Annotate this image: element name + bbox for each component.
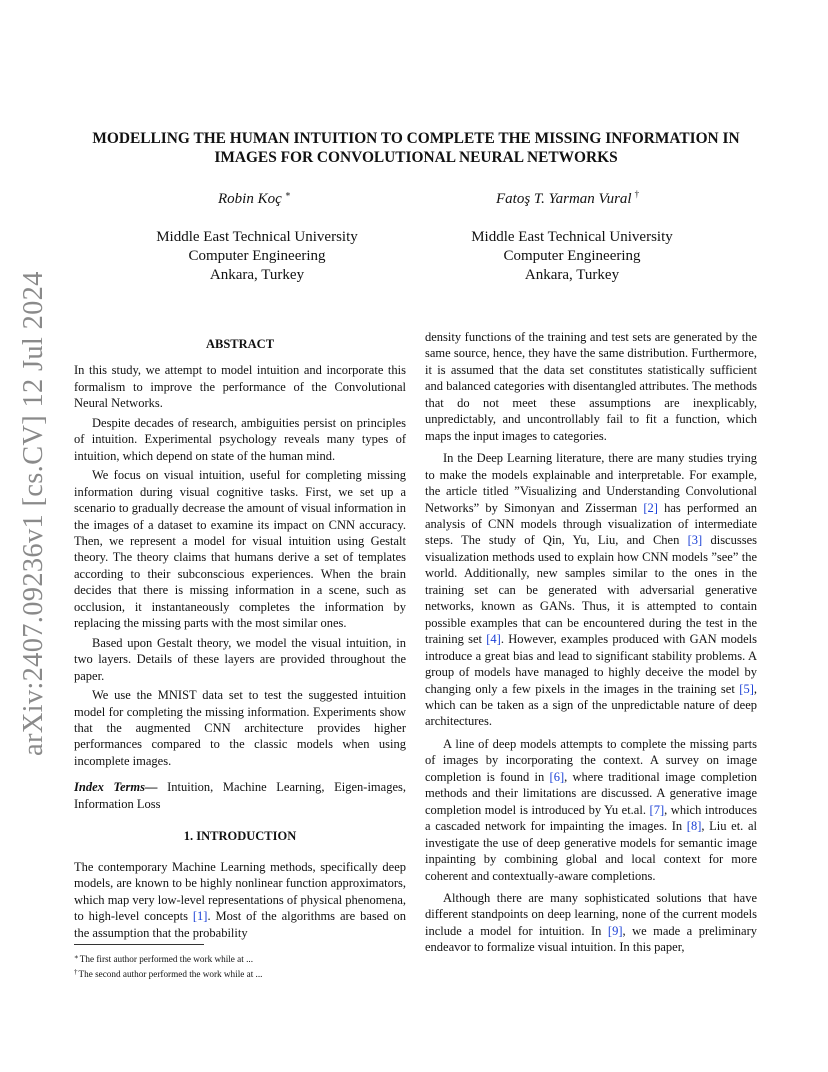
citation-link[interactable]: [5]: [739, 681, 754, 696]
intro-text: The contemporary Machine Learning methods, specifically deep models, are known to be highly nonlinear function approximators, which map very low-level representations of physical phenomena, to high-level concepts: [74, 859, 406, 924]
footnote-mark: †: [74, 968, 78, 976]
body-text: , which introduces a cascaded network for impainting the images. In: [425, 802, 758, 834]
abstract-paragraph-3: We focus on visual intuition, useful for completing missing information during visual cognitive tasks. First, we set up a scenario to gradually decrease the amount of visual information in the images of a dataset to examine its impact on CNN accuracy. Then, we represent a model for visual intuition using Gestalt theory. The theory claims that humans derive a set of templates according to their subconscious experiences. When the brain decides that there is missing information in a scene, such as occlusion, it instantaneously completes the information by replacing the missing parts with the most similar ones.: [74, 468, 406, 631]
right-paragraph-4: [425, 890, 757, 956]
body-text: Although there are many sophisticated solutions that have different standpoints on deep learning, none of the current models include a model for intuition. In: [425, 890, 757, 938]
abstract-paragraph-5: We use the MNIST data set to test the suggested intuition model for completing the missing information. Experiments show that the augmented CNN architecture provides higher performances compared to the classic models when using incomplete images.: [74, 688, 406, 768]
footnote-2: [74, 966, 406, 981]
right-paragraph-3: [425, 736, 757, 884]
affiliation-university: Middle East Technical University: [471, 229, 673, 245]
author-2: [496, 189, 639, 208]
body-text: . However, examples produced with GAN models introduce a great bias and lead to significant stability problems. A group of models have managed to highly deceive the model by changing only a few pixels in the images in the training set: [425, 632, 757, 696]
intro-text: . Most of the algorithms are based on the assumption that the probability: [74, 909, 406, 940]
abstract-heading: ABSTRACT: [205, 337, 275, 351]
body-text: A line of deep models attempts to complete the missing parts of images by incorporating the context. A survey on image completion is found in: [425, 736, 757, 784]
paper-title: MODELLING THE HUMAN INTUITION TO COMPLETE THE MISSING INFORMATION IN IMAGES FOR CONVOLUTIONAL NEURAL NETWORKS: [92, 130, 740, 166]
body-text: , where traditional image completion methods and their limitations are discussed. A generative image completion model is introduced by Yu et.al.: [425, 769, 757, 817]
citation-link[interactable]: [6]: [549, 769, 565, 784]
citation-link[interactable]: [2]: [643, 500, 658, 515]
body-text: , Liu et. al investigate the use of deep generative models for semantic image inpainting by combining global and local context for more coherent and contextually-aware completions.: [425, 819, 757, 883]
author-1-affiliation: [112, 228, 402, 285]
citation-link[interactable]: [8]: [686, 819, 702, 834]
arxiv-identifier-text: arXiv:2407.09236v1 [cs.CV] 12 Jul 2024: [18, 271, 49, 756]
affiliation-department: Computer Engineering: [188, 248, 326, 264]
footnote-text: The second author performed the work while at ...: [78, 969, 263, 979]
arxiv-identifier: [18, 271, 58, 756]
author-2-affiliation: [427, 228, 717, 285]
author-2-mark: †: [634, 189, 640, 199]
author-1-mark: ∗: [284, 189, 291, 199]
intro-paragraph-1: [74, 859, 406, 941]
affiliation-department: Computer Engineering: [503, 248, 641, 264]
abstract-paragraph-1: In this study, we attempt to model intuition and incorporate this formalism to improve the performance of the Convolutional Neural Networks.: [74, 363, 406, 411]
index-terms: [74, 779, 406, 812]
citation-link[interactable]: [1]: [192, 909, 208, 924]
footnote-mark: ∗: [74, 953, 79, 961]
body-text: , which can be taken as a sign of the unpredictable nature of deep architectures.: [425, 681, 757, 729]
citation-link[interactable]: [4]: [486, 632, 501, 647]
citation-link[interactable]: [3]: [687, 533, 703, 548]
index-terms-list: Intuition, Machine Learning, Eigen-images, Information Loss: [74, 780, 406, 811]
footnote-divider: [74, 944, 204, 945]
body-text: discusses visualization methods used to explain how CNN models ”see” the world. Additionally, new samples similar to the ones in the training set can be generated with adversarial generative networks, known as GANs. Thus, it is attempted to contain possible examples that can be encountered during the test in the training set: [425, 533, 758, 647]
author-1: [218, 189, 291, 208]
abstract-paragraph-2: Despite decades of research, ambiguities persist on principles of intuition. Experimental psychology reveals many types of intuition, which depend on state of the human mind.: [74, 415, 406, 463]
body-text: has performed an analysis of CNN models through visualization of intermediate steps. The study of Qin, Yu, Liu, and Chen: [425, 500, 757, 548]
author-2-name: Fatoş T. Yarman Vural: [496, 191, 632, 207]
footnote-1: [74, 951, 406, 966]
left-column: [74, 336, 406, 941]
abstract-paragraph-4: Based upon Gestalt theory, we model the visual intuition, in two layers. Details of these layers are provided throughout the paper.: [74, 635, 406, 683]
citation-link[interactable]: [9]: [607, 923, 623, 938]
index-terms-label: Index Terms—: [74, 780, 158, 795]
footnote-text: The first author performed the work while at ...: [79, 954, 253, 964]
right-paragraph-1: density functions of the training and test sets are generated by the same source, hence, they have the same distribution. Furthermore, it is assumed that the data set constitutes statistically sufficient and balanced categories with disentangled attributes. The methods that do not meet these assumptions are inexplicably, unpredictably, and uncontrollably fail to fit a function, which maps the input images to categories.: [425, 330, 757, 443]
right-column: [425, 329, 757, 956]
affiliation-location: Ankara, Turkey: [524, 267, 620, 283]
citation-link[interactable]: [7]: [649, 802, 665, 817]
footnotes: [74, 951, 406, 981]
body-text: In the Deep Learning literature, there are many studies trying to make the models explainable and interpretable. For example, the article titled ”Visualizing and Understanding Convolutional Networks” by Simonyan and Zisserman: [425, 451, 757, 515]
right-paragraph-2: [425, 450, 757, 730]
introduction-heading: 1. INTRODUCTION: [183, 829, 297, 844]
affiliation-university: Middle East Technical University: [156, 229, 358, 245]
body-text: , we made a preliminary endeavor to formalize visual intuition. In this paper,: [425, 923, 758, 955]
author-1-name: Robin Koç: [218, 191, 282, 207]
affiliation-location: Ankara, Turkey: [209, 267, 305, 283]
